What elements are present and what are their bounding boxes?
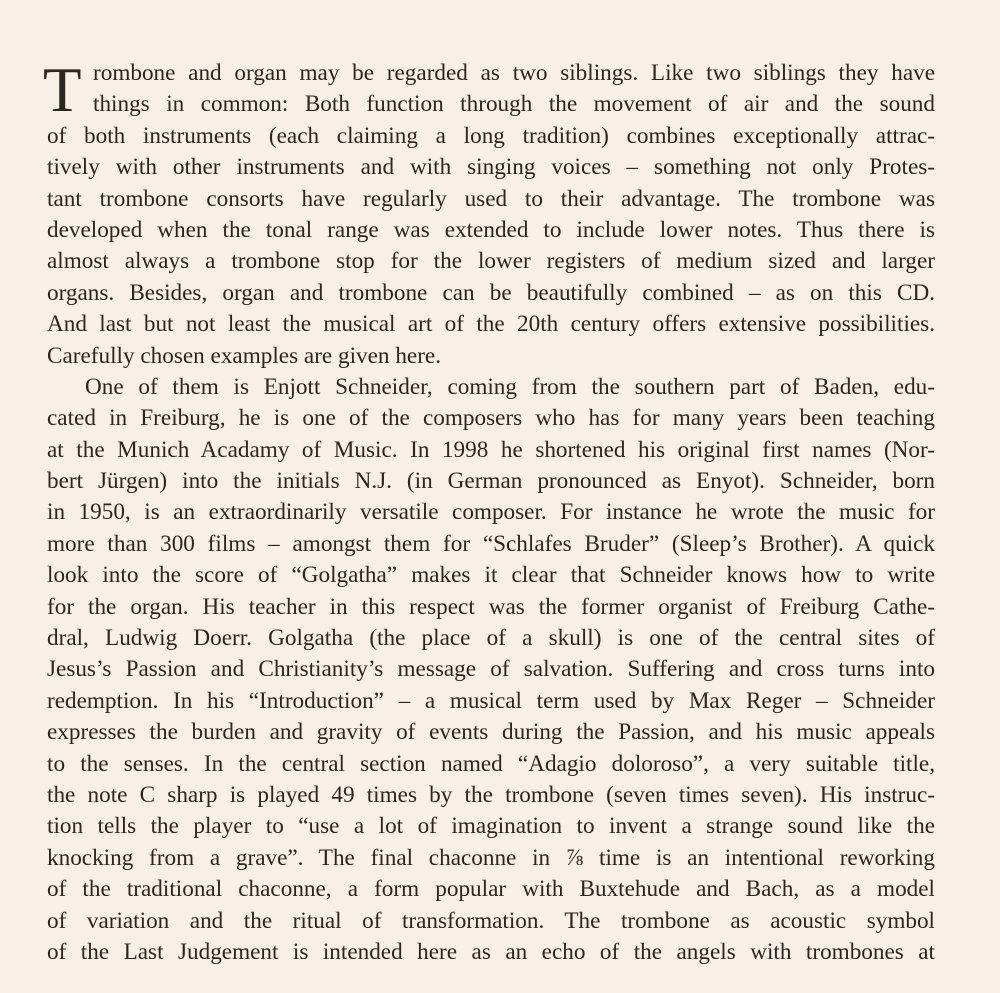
text-line: look into the score of “Golgatha” makes it clear that Schneider knows how to write [47,562,935,589]
text-line: Carefully chosen examples are given here. [47,342,442,369]
text-line: to the senses. In the central section named “Adagio doloroso”, a very suitable title, [47,750,935,777]
text-line: more than 300 films – amongst them for “Schlafes Bruder” (Sleep’s Brother). A quick [47,530,935,557]
text-line: at the Munich Acadamy of Music. In 1998 he shortened his original first names (Nor- [47,436,935,463]
text-line: for the organ. His teacher in this respect was the former organist of Freiburg Cathe- [47,593,935,620]
text-line: One of them is Enjott Schneider, coming from the southern part of Baden, edu- [85,373,935,400]
text-line: of the traditional chaconne, a form popular with Buxtehude and Bach, as a model [47,876,935,903]
text-line: the note C sharp is played 49 times by the trombone (seven times seven). His instruc- [47,781,935,808]
text-line: of variation and the ritual of transformation. The trombone as acoustic symbol [47,907,935,934]
text-line: of the Last Judgement is intended here as an echo of the angels with trombones at [47,938,935,965]
drop-cap: T [43,55,82,125]
body-text [43,55,935,968]
paragraph-1 [47,58,935,372]
text-line: of both instruments (each claiming a long tradition) combines exceptionally attrac- [47,122,935,149]
text-line: expresses the burden and gravity of events during the Passion, and his music appeals [47,719,935,746]
text-line: developed when the tonal range was extended to include lower notes. Thus there is [47,216,935,243]
text-line: knocking from a grave”. The final chaconne in ⅞ time is an intentional reworking [47,844,935,871]
text-line: cated in Freiburg, he is one of the composers who has for many years been teaching [47,405,935,432]
text-line: tively with other instruments and with singing voices – something not only Protes- [47,154,935,181]
text-line: dral, Ludwig Doerr. Golgatha (the place of a skull) is one of the central sites of [47,625,935,652]
text-line: And last but not least the musical art of the 20th century offers extensive possibilities. [47,311,935,338]
text-line: bert Jürgen) into the initials N.J. (in German pronounced as Enyot). Schneider, born [47,468,935,495]
text-line: in 1950, is an extraordinarily versatile composer. For instance he wrote the music for [47,499,935,526]
text-line: tion tells the player to “use a lot of imagination to invent a strange sound like the [47,813,935,840]
text-line: tant trombone consorts have regularly used to their advantage. The trombone was [47,185,935,212]
text-line: things in common: Both function through the movement of air and the sound [93,91,935,118]
paragraph-2 [47,372,935,968]
text-line: almost always a trombone stop for the lower registers of medium sized and larger [47,248,935,275]
text-line: redemption. In his “Introduction” – a musical term used by Max Reger – Schneider [47,687,935,714]
text-line: Jesus’s Passion and Christianity’s message of salvation. Suffering and cross turns into [47,656,935,683]
text-line: organs. Besides, organ and trombone can be beautifully combined – as on this CD. [47,279,935,306]
text-line: rombone and organ may be regarded as two siblings. Like two siblings they have [93,60,935,86]
